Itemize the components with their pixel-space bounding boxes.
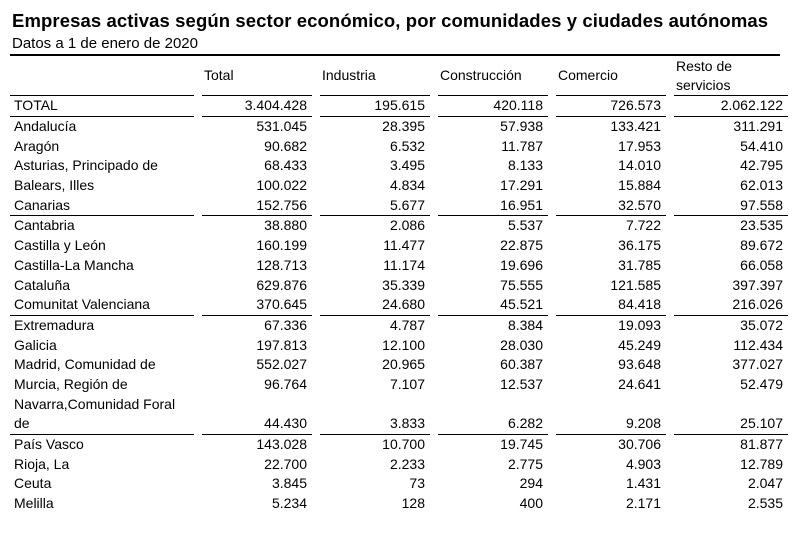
empty-cell [316,394,434,414]
value-cell: 420.118 [434,96,552,117]
value-cell: 42.795 [670,156,788,176]
table-row [10,295,788,315]
value-cell: 12.100 [316,335,434,355]
empty-cell [434,394,552,414]
row-label: Galicia [14,336,57,353]
value-cell: 30.706 [552,434,670,454]
row-label: Balears, Illes [14,177,95,194]
value-cell: 10.700 [316,434,434,454]
value-cell: 35.072 [670,315,788,335]
table-row [10,414,788,434]
value-cell: 93.648 [552,355,670,375]
value-cell: 4.903 [552,454,670,474]
table-row [10,454,788,474]
value-cell: 19.696 [434,256,552,276]
value-cell: 17.291 [434,176,552,196]
row-label: País Vasco [14,436,84,453]
empty-cell [670,394,788,414]
page-title: Empresas activas según sector económico, por comunidades y ciudades autónomas [12,10,769,31]
row-label: Extremadura [14,316,95,333]
value-cell: 197.813 [198,335,316,355]
value-cell: 32.570 [552,195,670,215]
column-header: Total [204,67,234,83]
value-cell: 44.430 [198,414,316,434]
table-row [10,195,788,215]
value-cell: 38.880 [198,216,316,236]
value-cell: 397.397 [670,275,788,295]
table-row [10,315,788,335]
value-cell: 14.010 [552,156,670,176]
value-cell: 12.537 [434,375,552,395]
value-cell: 133.421 [552,116,670,136]
table-row [10,394,788,414]
value-cell: 4.787 [316,315,434,335]
value-cell: 23.535 [670,216,788,236]
value-cell: 52.479 [670,375,788,395]
value-cell: 4.834 [316,176,434,196]
value-cell: 97.558 [670,195,788,215]
value-cell: 96.764 [198,375,316,395]
value-cell: 28.395 [316,116,434,136]
value-cell: 8.384 [434,315,552,335]
value-cell: 25.107 [670,414,788,434]
value-cell: 75.555 [434,275,552,295]
value-cell: 45.521 [434,295,552,315]
table-row [10,256,788,276]
value-cell: 2.086 [316,216,434,236]
value-cell: 294 [434,474,552,494]
table-row [10,355,788,375]
row-label: Melilla [14,495,54,512]
total-row [10,96,788,117]
value-cell: 45.249 [552,335,670,355]
column-header: Industria [322,67,376,83]
value-cell: 19.745 [434,434,552,454]
value-cell: 12.789 [670,454,788,474]
value-cell: 31.785 [552,256,670,276]
value-cell: 60.387 [434,355,552,375]
header-blank [10,56,198,96]
value-cell: 11.174 [316,256,434,276]
data-table [10,56,788,513]
value-cell: 128.713 [198,256,316,276]
value-cell: 3.404.428 [198,96,316,117]
value-cell: 19.093 [552,315,670,335]
value-cell: 17.953 [552,136,670,156]
row-label: Castilla y León [14,237,106,254]
value-cell: 67.336 [198,315,316,335]
value-cell: 20.965 [316,355,434,375]
value-cell: 2.171 [552,494,670,514]
value-cell: 73 [316,474,434,494]
value-cell: 22.700 [198,454,316,474]
value-cell: 6.532 [316,136,434,156]
value-cell: 1.431 [552,474,670,494]
table-row [10,375,788,395]
value-cell: 143.028 [198,434,316,454]
row-label: Canarias [10,195,198,215]
row-label: Comunitat Valenciana [10,295,198,315]
table-header-row [10,56,788,96]
value-cell: 7.107 [316,375,434,395]
value-cell: 100.022 [198,176,316,196]
value-cell: 2.535 [670,494,788,514]
value-cell: 6.282 [434,414,552,434]
value-cell: 5.537 [434,216,552,236]
value-cell: 62.013 [670,176,788,196]
value-cell: 22.875 [434,236,552,256]
table-row [10,176,788,196]
row-label: TOTAL [10,96,198,117]
empty-cell [552,394,670,414]
value-cell: 5.234 [198,494,316,514]
table-row [10,236,788,256]
value-cell: 3.495 [316,156,434,176]
value-cell: 16.951 [434,195,552,215]
table-row [10,216,788,236]
table-row [10,116,788,136]
value-cell: 24.641 [552,375,670,395]
row-label: Castilla-La Mancha [14,256,134,273]
row-label: Cataluña [14,276,71,293]
value-cell: 11.477 [316,236,434,256]
value-cell: 81.877 [670,434,788,454]
row-label: Cantabria [14,217,75,234]
value-cell: 552.027 [198,355,316,375]
value-cell: 400 [434,494,552,514]
row-label: Rioja, La [14,455,70,472]
value-cell: 57.938 [434,116,552,136]
value-cell: 216.026 [670,295,788,315]
page-subtitle: Datos a 1 de enero de 2020 [12,35,198,52]
value-cell: 3.833 [316,414,434,434]
value-cell: 152.756 [198,195,316,215]
row-label: Madrid, Comunidad de [14,356,156,373]
value-cell: 160.199 [198,236,316,256]
value-cell: 195.615 [316,96,434,117]
value-cell: 8.133 [434,156,552,176]
column-header: Comercio [558,67,618,83]
value-cell: 128 [316,494,434,514]
value-cell: 370.645 [198,295,316,315]
value-cell: 11.787 [434,136,552,156]
row-label: de [10,414,198,434]
column-header: Resto de servicios [676,57,733,93]
value-cell: 629.876 [198,275,316,295]
value-cell: 89.672 [670,236,788,256]
table-row [10,434,788,454]
value-cell: 377.027 [670,355,788,375]
value-cell: 66.058 [670,256,788,276]
empty-cell [198,394,316,414]
value-cell: 84.418 [552,295,670,315]
column-header: Construcción [440,67,522,83]
value-cell: 726.573 [552,96,670,117]
value-cell: 54.410 [670,136,788,156]
table-row [10,275,788,295]
value-cell: 2.775 [434,454,552,474]
value-cell: 15.884 [552,176,670,196]
row-label: Navarra,Comunidad Foral [14,395,176,412]
table-row [10,156,788,176]
value-cell: 36.175 [552,236,670,256]
value-cell: 24.680 [316,295,434,315]
value-cell: 2.233 [316,454,434,474]
value-cell: 90.682 [198,136,316,156]
value-cell: 2.047 [670,474,788,494]
table-row [10,136,788,156]
value-cell: 121.585 [552,275,670,295]
row-label: Murcia, Región de [14,375,128,392]
value-cell: 5.677 [316,195,434,215]
value-cell: 2.062.122 [670,96,788,117]
value-cell: 112.434 [670,335,788,355]
table-row [10,494,788,514]
value-cell: 7.722 [552,216,670,236]
value-cell: 9.208 [552,414,670,434]
value-cell: 35.339 [316,275,434,295]
row-label: Andalucía [14,118,77,135]
table-row [10,335,788,355]
value-cell: 68.433 [198,156,316,176]
table-row [10,474,788,494]
value-cell: 531.045 [198,116,316,136]
row-label: Ceuta [14,475,52,492]
row-label: Asturias, Principado de [14,157,158,174]
row-label: Aragón [14,137,60,154]
value-cell: 3.845 [198,474,316,494]
value-cell: 311.291 [670,116,788,136]
value-cell: 28.030 [434,335,552,355]
